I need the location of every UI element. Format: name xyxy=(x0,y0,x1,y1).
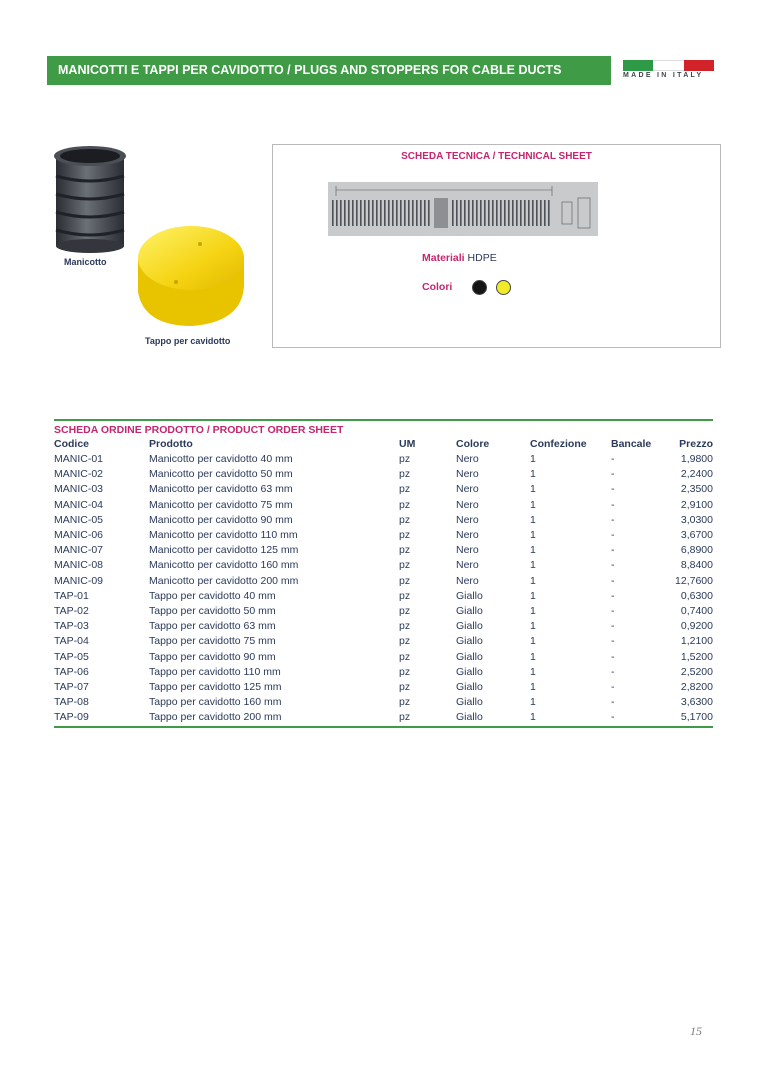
cell-code: MANIC-04 xyxy=(54,498,104,511)
cell-color: Nero xyxy=(456,453,479,465)
cell-pallet: - xyxy=(611,513,615,526)
col-header-code: Codice xyxy=(54,438,90,450)
cell-color: Giallo xyxy=(456,635,483,648)
cell-product: Tappo per cavidotto 63 mm xyxy=(149,620,276,633)
cell-price: 0,7400 xyxy=(680,605,713,618)
cell-price: 2,3500 xyxy=(680,483,713,496)
cell-package: 1 xyxy=(530,559,536,572)
cell-um: pz xyxy=(399,513,411,526)
cell-package: 1 xyxy=(530,574,536,587)
table-header-row xyxy=(54,437,713,452)
cell-price: 3,0300 xyxy=(680,513,713,526)
cell-um: pz xyxy=(399,711,411,724)
cell-um: pz xyxy=(399,635,411,648)
table-row xyxy=(54,574,713,589)
cell-package: 1 xyxy=(530,544,536,557)
page-title: MANICOTTI E TAPPI PER CAVIDOTTO / PLUGS AND STOPPERS FOR CABLE DUCTS xyxy=(58,63,562,77)
cell-product: Tappo per cavidotto 90 mm xyxy=(149,650,276,663)
cell-price: 5,1700 xyxy=(680,711,713,724)
cell-color: Nero xyxy=(456,498,479,511)
col-header-price: Prezzo xyxy=(679,438,713,450)
cell-product: Manicotto per cavidotto 160 mm xyxy=(149,559,299,572)
cell-product: Manicotto per cavidotto 200 mm xyxy=(149,574,299,587)
table-row xyxy=(54,558,713,573)
cell-price: 2,5200 xyxy=(680,665,713,678)
cell-product: Manicotto per cavidotto 63 mm xyxy=(149,483,293,496)
cell-package: 1 xyxy=(530,513,536,526)
cell-um: pz xyxy=(399,574,411,587)
cell-um: pz xyxy=(399,696,411,709)
color-swatch-yellow xyxy=(496,280,511,295)
col-header-color: Colore xyxy=(456,438,490,450)
cell-code: MANIC-09 xyxy=(54,574,104,587)
cell-code: TAP-02 xyxy=(54,605,89,618)
cell-product: Tappo per cavidotto 110 mm xyxy=(149,665,281,678)
cell-pallet: - xyxy=(611,650,615,663)
cell-product: Manicotto per cavidotto 90 mm xyxy=(149,513,293,526)
cell-product: Tappo per cavidotto 160 mm xyxy=(149,696,282,709)
cell-color: Giallo xyxy=(456,711,483,724)
cell-um: pz xyxy=(399,589,411,602)
cell-color: Nero xyxy=(456,529,479,542)
cell-price: 3,6700 xyxy=(680,529,713,542)
cell-code: TAP-08 xyxy=(54,696,89,709)
cell-code: TAP-05 xyxy=(54,650,89,663)
cell-pallet: - xyxy=(611,483,615,496)
table-row xyxy=(54,604,713,619)
cell-code: TAP-01 xyxy=(54,589,89,602)
cell-price: 8,8400 xyxy=(680,559,713,572)
cell-product: Manicotto per cavidotto 110 mm xyxy=(149,529,298,542)
cell-package: 1 xyxy=(530,605,536,618)
cell-package: 1 xyxy=(530,453,536,465)
cell-color: Giallo xyxy=(456,589,483,602)
materials-value: HDPE xyxy=(467,252,497,264)
cell-package: 1 xyxy=(530,635,536,648)
table-row xyxy=(54,467,713,482)
cell-color: Giallo xyxy=(456,665,483,678)
cell-package: 1 xyxy=(530,650,536,663)
cell-pallet: - xyxy=(611,498,615,511)
cell-product: Manicotto per cavidotto 125 mm xyxy=(149,544,299,557)
technical-sheet-title: SCHEDA TECNICA / TECHNICAL SHEET xyxy=(401,151,592,162)
cell-pallet: - xyxy=(611,559,615,572)
cell-um: pz xyxy=(399,605,411,618)
cell-price: 2,2400 xyxy=(680,468,713,481)
table-row xyxy=(54,543,713,558)
cell-code: TAP-06 xyxy=(54,665,89,678)
cell-pallet: - xyxy=(611,711,615,724)
cell-um: pz xyxy=(399,453,411,465)
colors-label: Colori xyxy=(422,281,453,293)
cell-product: Tappo per cavidotto 40 mm xyxy=(149,589,276,602)
cell-um: pz xyxy=(399,529,411,542)
cell-price: 2,9100 xyxy=(680,498,713,511)
table-row xyxy=(54,634,713,649)
italian-flag-icon xyxy=(623,60,714,71)
cell-pallet: - xyxy=(611,681,615,694)
cell-um: pz xyxy=(399,483,411,496)
cell-color: Nero xyxy=(456,559,479,572)
cell-code: MANIC-05 xyxy=(54,513,104,526)
cell-price: 0,9200 xyxy=(680,620,713,633)
table-row xyxy=(54,498,713,513)
cell-package: 1 xyxy=(530,681,536,694)
cell-price: 1,5200 xyxy=(680,650,713,663)
cell-product: Manicotto per cavidotto 50 mm xyxy=(149,468,293,481)
cell-code: MANIC-07 xyxy=(54,544,104,557)
technical-drawing xyxy=(328,182,598,236)
order-table xyxy=(54,437,713,726)
cell-color: Nero xyxy=(456,513,479,526)
cell-pallet: - xyxy=(611,453,615,465)
table-row xyxy=(54,650,713,665)
cell-code: TAP-03 xyxy=(54,620,89,633)
cell-code: MANIC-02 xyxy=(54,468,104,481)
cell-code: MANIC-06 xyxy=(54,529,104,542)
cell-price: 1,9800 xyxy=(680,453,713,465)
cap-image xyxy=(132,222,248,332)
order-bottom-rule xyxy=(54,726,713,728)
order-sheet-title: SCHEDA ORDINE PRODOTTO / PRODUCT ORDER SHEET xyxy=(54,424,344,436)
cell-package: 1 xyxy=(530,696,536,709)
cell-code: TAP-07 xyxy=(54,681,89,694)
cell-product: Manicotto per cavidotto 40 mm xyxy=(149,453,293,465)
cell-pallet: - xyxy=(611,529,615,542)
col-header-package: Confezione xyxy=(530,438,587,450)
colors-row xyxy=(422,281,452,293)
table-row xyxy=(54,452,713,467)
cell-color: Giallo xyxy=(456,696,483,709)
cell-pallet: - xyxy=(611,635,615,648)
cell-code: MANIC-08 xyxy=(54,559,104,572)
cell-price: 12,7600 xyxy=(675,574,713,587)
cell-color: Nero xyxy=(456,544,479,557)
table-row xyxy=(54,710,713,725)
cell-pallet: - xyxy=(611,589,615,602)
cell-um: pz xyxy=(399,498,411,511)
cell-color: Giallo xyxy=(456,620,483,633)
page-number: 15 xyxy=(690,1024,702,1038)
cell-product: Manicotto per cavidotto 75 mm xyxy=(149,498,293,511)
cell-product: Tappo per cavidotto 75 mm xyxy=(149,635,276,648)
cell-um: pz xyxy=(399,468,411,481)
cell-color: Giallo xyxy=(456,650,483,663)
cell-product: Tappo per cavidotto 50 mm xyxy=(149,605,276,618)
cell-um: pz xyxy=(399,665,411,678)
cell-code: TAP-09 xyxy=(54,711,89,724)
sleeve-caption: Manicotto xyxy=(64,257,107,267)
table-row xyxy=(54,482,713,497)
cell-pallet: - xyxy=(611,574,615,587)
order-sheet xyxy=(54,419,713,728)
cell-code: MANIC-03 xyxy=(54,483,104,496)
cell-um: pz xyxy=(399,681,411,694)
made-in-italy-label: MADE IN ITALY xyxy=(623,72,704,79)
cap-caption: Tappo per cavidotto xyxy=(145,336,231,346)
cell-package: 1 xyxy=(530,498,536,511)
table-row xyxy=(54,619,713,634)
cell-color: Nero xyxy=(456,468,479,481)
cell-price: 6,8900 xyxy=(680,544,713,557)
cell-package: 1 xyxy=(530,468,536,481)
cell-pallet: - xyxy=(611,468,615,481)
cell-color: Giallo xyxy=(456,681,483,694)
table-row xyxy=(54,665,713,680)
cell-code: MANIC-01 xyxy=(54,453,104,465)
cell-package: 1 xyxy=(530,483,536,496)
page-title-banner xyxy=(47,56,611,85)
cell-pallet: - xyxy=(611,665,615,678)
order-top-rule xyxy=(54,419,713,421)
materials-row xyxy=(422,252,497,264)
cell-um: pz xyxy=(399,650,411,663)
cell-package: 1 xyxy=(530,529,536,542)
table-row xyxy=(54,528,713,543)
cell-pallet: - xyxy=(611,620,615,633)
cell-color: Nero xyxy=(456,574,479,587)
cell-um: pz xyxy=(399,559,411,572)
technical-sheet-box xyxy=(272,144,721,348)
cell-price: 3,6300 xyxy=(680,696,713,709)
cell-price: 2,8200 xyxy=(680,681,713,694)
cell-pallet: - xyxy=(611,696,615,709)
cell-pallet: - xyxy=(611,605,615,618)
cell-product: Tappo per cavidotto 200 mm xyxy=(149,711,282,724)
cell-package: 1 xyxy=(530,665,536,678)
cell-code: TAP-04 xyxy=(54,635,89,648)
table-row xyxy=(54,513,713,528)
table-row xyxy=(54,695,713,710)
cell-um: pz xyxy=(399,620,411,633)
table-row xyxy=(54,680,713,695)
cell-color: Nero xyxy=(456,483,479,496)
cell-um: pz xyxy=(399,544,411,557)
cell-product: Tappo per cavidotto 125 mm xyxy=(149,681,282,694)
sleeve-image xyxy=(50,144,130,256)
table-row xyxy=(54,589,713,604)
cell-package: 1 xyxy=(530,589,536,602)
cell-price: 1,2100 xyxy=(680,635,713,648)
cell-package: 1 xyxy=(530,620,536,633)
cell-color: Giallo xyxy=(456,605,483,618)
color-swatch-black xyxy=(472,280,487,295)
materials-label: Materiali xyxy=(422,252,465,264)
cell-pallet: - xyxy=(611,544,615,557)
col-header-um: UM xyxy=(399,438,416,450)
col-header-pallet: Bancale xyxy=(611,438,652,450)
cell-price: 0,6300 xyxy=(680,589,713,602)
cell-package: 1 xyxy=(530,711,536,724)
col-header-product: Prodotto xyxy=(149,438,193,450)
